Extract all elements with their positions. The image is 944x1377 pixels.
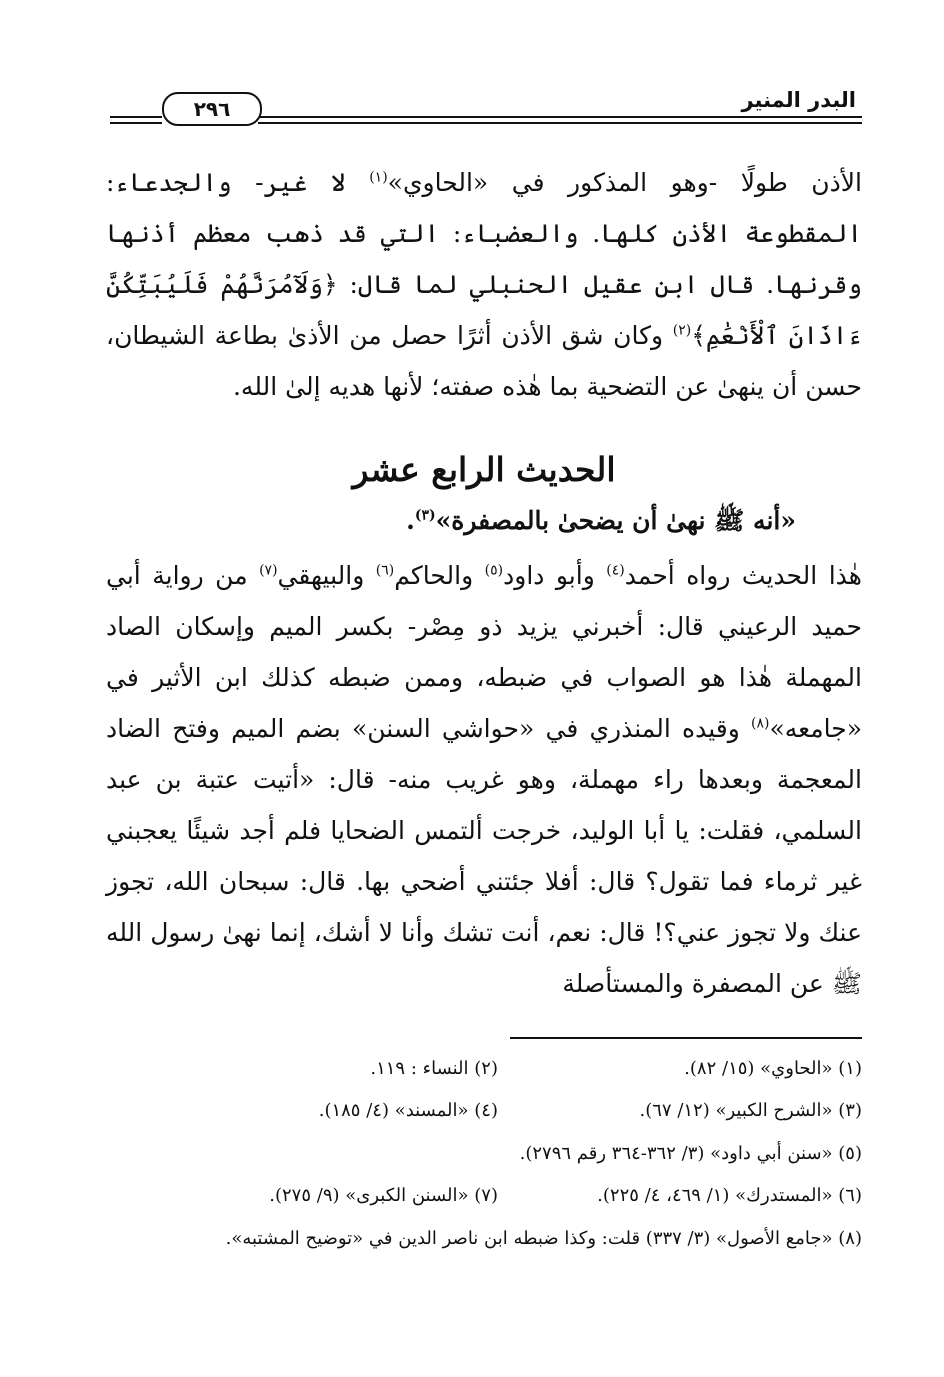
footnote-3: (٣) «الشرح الكبير» (١٢/ ٦٧). (639, 1100, 862, 1121)
header-rule-left-2 (110, 122, 162, 124)
p2-text-f: وقيده المنذري في «حواشي السنن» بضم الميم وفتح الضاد المعجمة وبعدها راء مهملة، وهو غريب منه- قال: «أتيت عتبة بن عبد السلمي، فقلت: يا أبا الوليد، خرجت ألتمس الضحايا فلم أجد شيئًا يعجبني غير ثرماء فما تقول؟ قال: أفلا جئتني أضحي بها. قال: سبحان الله، تجوز عنك ولا تجوز عني؟! قال: نعم، أنت تشك وأنا لا أشك، إنما نهىٰ رسول الله ﷺ عن المصفرة والمستأصلة (106, 714, 862, 998)
footnote-ref-3: (٣) (414, 507, 436, 524)
paragraph-1 (106, 157, 862, 412)
p1-text-c: وكان شق الأذن أثرًا حصل من الأذىٰ بطاعة الشيطان، حسن أن ينهىٰ عن التضحية بما هٰذه صفته؛ لأنها هديه إلىٰ الله. (106, 321, 862, 401)
header-rule-right-2 (258, 122, 862, 124)
footnote-ref-1: (١) (369, 169, 388, 186)
footnote-7: (٧) «السنن الكبرى» (٩/ ٢٧٥). (269, 1185, 498, 1206)
footnote-separator (510, 1037, 862, 1039)
hadith-text: «أنه ﷺ نهىٰ أن يضحىٰ بالمصفرة» (435, 506, 796, 535)
p2-text-a: هٰذا الحديث رواه أحمد (624, 561, 862, 590)
footnote-4: (٤) «المسند» (٤/ ١٨٥). (318, 1100, 498, 1121)
footnote-ref-4: (٤) (606, 562, 625, 579)
page-number: ٢٩٦ (162, 92, 262, 126)
p2-text-d: والبيهقي (277, 561, 376, 590)
footnote-ref-8: (٨) (751, 715, 770, 732)
footnote-ref-7: (٧) (259, 562, 278, 579)
p2-text-e: من رواية أبي حميد الرعيني قال: أخبرني يزيد ذو مِصْر- بكسر الميم وإسكان الصاد المهملة هٰذا هو الصواب في ضبطه، وممن ضبطه كذلك ابن الأثير في «جامعه» (106, 561, 862, 743)
p2-text-b: وأبو داود (503, 561, 607, 590)
footnote-2: (٢) النساء : ١١٩. (370, 1058, 498, 1079)
footnote-ref-2: (٢) (672, 322, 692, 339)
footnote-5: (٥) «سنن أبي داود» (٣/ ٣٦٢-٣٦٤ رقم ٢٧٩٦). (519, 1143, 862, 1164)
p1-text-b: لا غير- والجدعاء: المقطوعة الأذن كلها. والعضباء: التي قد ذهب معظم أذنها وقرنها. قال ابن عقيل الحنبلي لما قال: ﴿وَلَآمُرَنَّهُمْ فَلَيُبَتِّكُنَّ ءَاذَانَ ٱلْأَنْعَٰمِ﴾ (106, 168, 862, 350)
footnote-1: (١) «الحاوي» (١٥/ ٨٢). (684, 1058, 862, 1079)
page-header (110, 88, 862, 128)
footnote-ref-6: (٦) (375, 562, 395, 579)
p2-text-c: والحاكم (394, 561, 485, 590)
paragraph-2 (106, 550, 862, 1009)
hadith-quote: «أنه ﷺ نهىٰ أن يضحىٰ بالمصفرة»$^{(٣)}$. (406, 506, 796, 535)
header-rule-right (258, 116, 862, 118)
header-rule-left (110, 116, 162, 118)
p1-text-a: الأذن طولًا -وهو المذكور في «الحاوي» (387, 168, 862, 197)
section-heading: الحديث الرابع عشر (352, 450, 616, 489)
book-title: البدر المنير (741, 88, 856, 112)
footnote-6: (٦) «المستدرك» (١/ ٤٦٩، ٤/ ٢٢٥). (597, 1185, 862, 1206)
footnote-8: (٨) «جامع الأصول» (٣/ ٣٣٧) قلت: وكذا ضبطه ابن ناصر الدين في «توضيح المشتبه». (225, 1228, 862, 1249)
footnote-ref-5: (٥) (484, 562, 504, 579)
